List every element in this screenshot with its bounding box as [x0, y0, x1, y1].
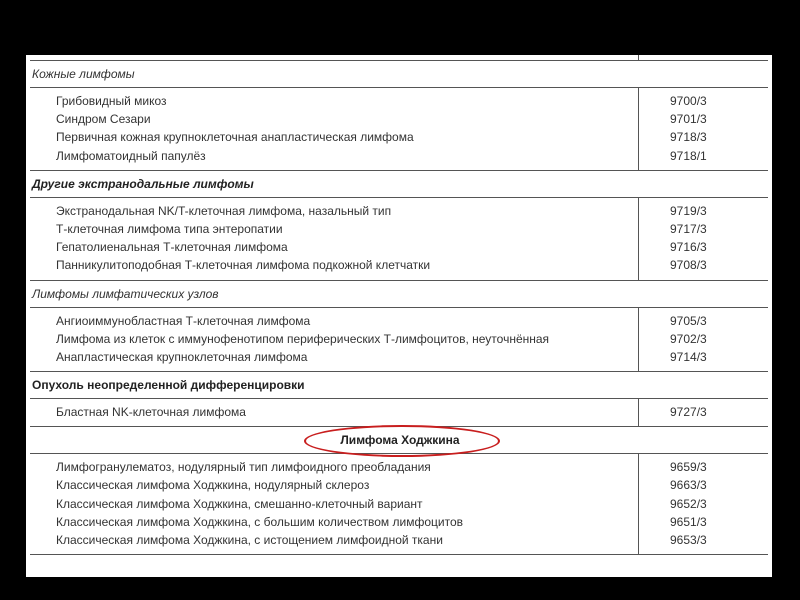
table-row	[30, 495, 768, 513]
icd-o-code: 9663/3	[670, 478, 707, 493]
table-row	[30, 92, 768, 110]
icd-o-code: 9708/3	[670, 258, 707, 273]
entity-name: Классическая лимфома Ходжкина, с истощением лимфоидной ткани	[56, 533, 443, 547]
entity-name: Бластная NK-клеточная лимфома	[56, 405, 246, 420]
table-row	[30, 147, 768, 165]
icd-o-code: 9653/3	[670, 533, 707, 547]
section-title: Опухоль неопределенной дифференцировки	[32, 378, 305, 393]
entity-name: Ангиоиммунобластная Т-клеточная лимфома	[56, 313, 311, 328]
entity-name: Лимфоматоидный папулёз	[56, 148, 206, 163]
entity-name: Т-клеточная лимфома типа энтеропатии	[56, 221, 283, 236]
classification-table	[30, 55, 768, 555]
icd-o-code: 9701/3	[670, 112, 707, 127]
table-row	[30, 238, 768, 256]
section-title: Лимфомы лимфатических узлов	[32, 286, 219, 301]
icd-o-code: 9719/3	[670, 203, 707, 218]
section-header	[30, 281, 768, 308]
icd-o-code: 9717/3	[670, 221, 707, 236]
table-row	[30, 128, 768, 146]
red-highlight-oval	[304, 425, 499, 457]
entity-name: Синдром Сезари	[56, 112, 151, 127]
table-row	[30, 513, 768, 531]
section-items	[30, 198, 768, 281]
entity-name: Грибовидный микоз	[56, 94, 167, 108]
icd-o-code: 9705/3	[670, 313, 707, 328]
section-title: Кожные лимфомы	[32, 67, 135, 81]
document-page	[26, 55, 772, 577]
table-row	[30, 202, 768, 220]
table-row	[30, 220, 768, 238]
icd-o-code: 9716/3	[670, 240, 707, 255]
section-items	[30, 88, 768, 171]
icd-o-code: 9700/3	[670, 94, 707, 108]
entity-name: Экстранодальная NK/T-клеточная лимфома, назальный тип	[56, 203, 392, 218]
table-row	[30, 110, 768, 128]
icd-o-code: 9652/3	[670, 496, 707, 511]
icd-o-code: 9714/3	[670, 349, 707, 364]
entity-name: Классическая лимфома Ходжкина, нодулярный склероз	[56, 478, 370, 493]
entity-name: Классическая лимфома Ходжкина, с большим количеством лимфоцитов	[56, 514, 463, 529]
table-row	[30, 458, 768, 476]
entity-name: Панникулитоподобная Т-клеточная лимфома подкожной клетчатки	[56, 258, 431, 273]
entity-name: Лимфома из клеток с иммунофенотипом периферических Т-лимфоцитов, неуточнённая	[56, 331, 550, 346]
table-row	[30, 476, 768, 494]
section-header	[30, 61, 768, 88]
section-header	[30, 372, 768, 399]
icd-o-code: 9659/3	[670, 460, 707, 475]
section-title: Лимфома Ходжкина	[340, 433, 460, 448]
entity-name: Гепатолиенальная Т-клеточная лимфома	[56, 240, 288, 255]
entity-name: Классическая лимфома Ходжкина, смешанно-клеточный вариант	[56, 496, 423, 511]
table-row	[30, 403, 768, 421]
icd-o-code: 9718/3	[670, 130, 707, 145]
icd-o-code: 9651/3	[670, 514, 707, 529]
section-items	[30, 399, 768, 427]
table-row	[30, 348, 768, 366]
icd-o-code: 9727/3	[670, 405, 707, 420]
section-items	[30, 308, 768, 373]
entity-name: Первичная кожная крупноклеточная анапластическая лимфома	[56, 130, 414, 145]
section-header	[30, 171, 768, 198]
table-row	[30, 330, 768, 348]
section-title: Другие экстранодальные лимфомы	[32, 176, 254, 191]
table-row	[30, 256, 768, 274]
icd-o-code: 9718/1	[670, 148, 707, 163]
table-row	[30, 312, 768, 330]
table-row	[30, 531, 768, 549]
icd-o-code: 9702/3	[670, 331, 707, 346]
entity-name: Анапластическая крупноклеточная лимфома	[56, 349, 308, 364]
section-items	[30, 454, 768, 555]
entity-name: Лимфогранулематоз, нодулярный тип лимфоидного преобладания	[56, 460, 431, 475]
